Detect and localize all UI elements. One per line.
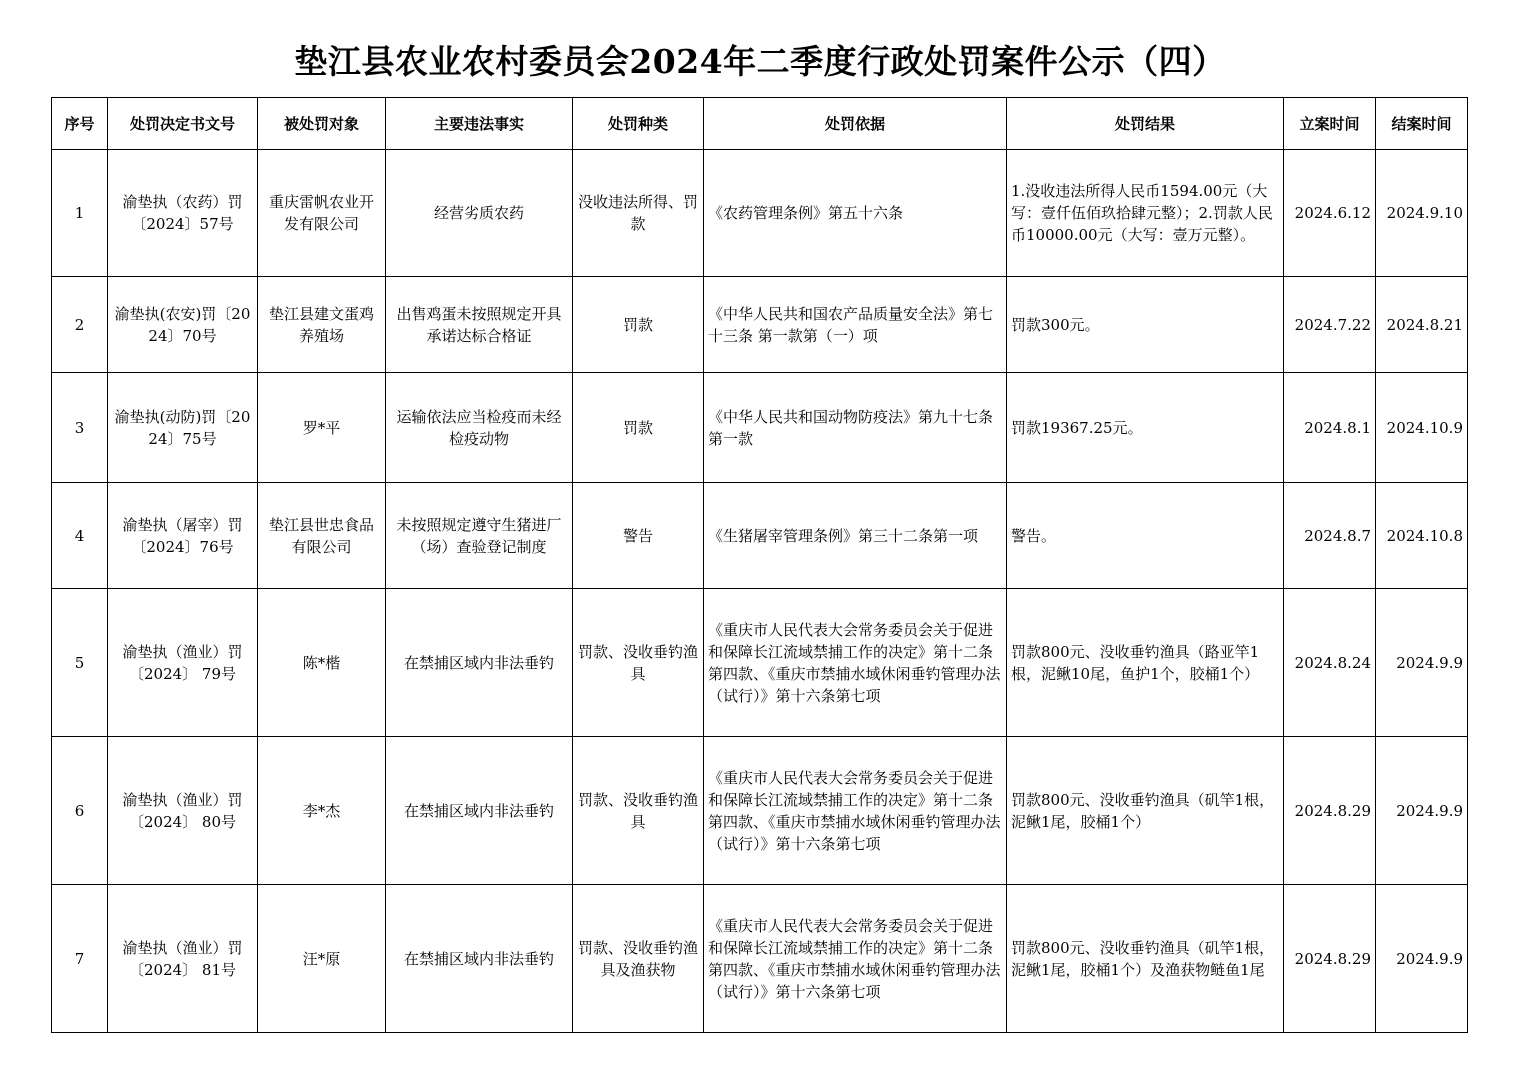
cell-fact: 在禁捕区域内非法垂钓: [386, 885, 573, 1033]
cell-fact: 在禁捕区域内非法垂钓: [386, 589, 573, 737]
header-cell-type: 处罚种类: [573, 98, 704, 150]
cell-type: 没收违法所得、罚款: [573, 150, 704, 277]
cell-filed: 2024.8.29: [1284, 885, 1376, 1033]
cell-no: 4: [52, 483, 108, 589]
cell-result: 罚款800元、没收垂钓渔具（路亚竿1根，泥鳅10尾，鱼护1个，胶桶1个）: [1007, 589, 1284, 737]
cell-fact: 运输依法应当检疫而未经检疫动物: [386, 373, 573, 483]
cell-filed: 2024.8.24: [1284, 589, 1376, 737]
cell-party: 垫江县建文蛋鸡养殖场: [258, 277, 386, 373]
table-row: [52, 373, 1468, 483]
cell-closed: 2024.9.9: [1376, 885, 1468, 1033]
cell-doc: 渝垫执(动防)罚〔2024〕75号: [108, 373, 258, 483]
header-cell-no: 序号: [52, 98, 108, 150]
cell-filed: 2024.7.22: [1284, 277, 1376, 373]
cell-closed: 2024.9.9: [1376, 737, 1468, 885]
header-cell-doc: 处罚决定书文号: [108, 98, 258, 150]
cell-no: 3: [52, 373, 108, 483]
cell-basis: 《中华人民共和国动物防疫法》第九十七条第一款: [704, 373, 1007, 483]
cell-party: 陈*楷: [258, 589, 386, 737]
cell-filed: 2024.6.12: [1284, 150, 1376, 277]
cell-no: 7: [52, 885, 108, 1033]
cell-doc: 渝垫执（渔业）罚〔2024〕 81号: [108, 885, 258, 1033]
cell-closed: 2024.9.9: [1376, 589, 1468, 737]
cell-type: 罚款、没收垂钓渔具: [573, 589, 704, 737]
penalty-table: [51, 97, 1468, 1033]
cell-basis: 《重庆市人民代表大会常务委员会关于促进和保障长江流域禁捕工作的决定》第十二条第四款、《重庆市禁捕水域休闲垂钓管理办法（试行）》第十六条第七项: [704, 589, 1007, 737]
cell-closed: 2024.10.9: [1376, 373, 1468, 483]
cell-basis: 《生猪屠宰管理条例》第三十二条第一项: [704, 483, 1007, 589]
cell-result: 罚款19367.25元。: [1007, 373, 1284, 483]
cell-type: 罚款: [573, 277, 704, 373]
cell-party: 李*杰: [258, 737, 386, 885]
cell-party: 罗*平: [258, 373, 386, 483]
cell-basis: 《重庆市人民代表大会常务委员会关于促进和保障长江流域禁捕工作的决定》第十二条第四款、《重庆市禁捕水域休闲垂钓管理办法（试行）》第十六条第七项: [704, 885, 1007, 1033]
cell-result: 罚款800元、没收垂钓渔具（矶竿1根，泥鳅1尾，胶桶1个）: [1007, 737, 1284, 885]
header-row: [52, 98, 1468, 150]
header-cell-filed: 立案时间: [1284, 98, 1376, 150]
cell-party: 垫江县世忠食品有限公司: [258, 483, 386, 589]
cell-type: 罚款: [573, 373, 704, 483]
cell-doc: 渝垫执(农安)罚〔2024〕70号: [108, 277, 258, 373]
table-row: [52, 277, 1468, 373]
cell-filed: 2024.8.7: [1284, 483, 1376, 589]
cell-no: 2: [52, 277, 108, 373]
cell-type: 罚款、没收垂钓渔具: [573, 737, 704, 885]
cell-fact: 出售鸡蛋未按照规定开具承诺达标合格证: [386, 277, 573, 373]
table-row: [52, 483, 1468, 589]
header-cell-result: 处罚结果: [1007, 98, 1284, 150]
table-row: [52, 885, 1468, 1033]
cell-party: 汪*原: [258, 885, 386, 1033]
cell-no: 6: [52, 737, 108, 885]
table-row: [52, 589, 1468, 737]
cell-doc: 渝垫执（屠宰）罚〔2024〕76号: [108, 483, 258, 589]
cell-fact: 未按照规定遵守生猪进厂（场）查验登记制度: [386, 483, 573, 589]
cell-party: 重庆雷帆农业开发有限公司: [258, 150, 386, 277]
cell-doc: 渝垫执（农药）罚〔2024〕57号: [108, 150, 258, 277]
header-cell-party: 被处罚对象: [258, 98, 386, 150]
header-cell-fact: 主要违法事实: [386, 98, 573, 150]
cell-no: 5: [52, 589, 108, 737]
cell-result: 罚款300元。: [1007, 277, 1284, 373]
table-row: [52, 150, 1468, 277]
cell-filed: 2024.8.1: [1284, 373, 1376, 483]
page-title: 垫江县农业农村委员会2024年二季度行政处罚案件公示（四）: [294, 42, 1226, 81]
table-row: [52, 737, 1468, 885]
cell-closed: 2024.9.10: [1376, 150, 1468, 277]
cell-basis: 《重庆市人民代表大会常务委员会关于促进和保障长江流域禁捕工作的决定》第十二条第四款、《重庆市禁捕水域休闲垂钓管理办法（试行）》第十六条第七项: [704, 737, 1007, 885]
cell-filed: 2024.8.29: [1284, 737, 1376, 885]
cell-result: 警告。: [1007, 483, 1284, 589]
cell-basis: 《中华人民共和国农产品质量安全法》第七十三条 第一款第（一）项: [704, 277, 1007, 373]
cell-result: 罚款800元、没收垂钓渔具（矶竿1根，泥鳅1尾，胶桶1个）及渔获物鲢鱼1尾: [1007, 885, 1284, 1033]
cell-closed: 2024.10.8: [1376, 483, 1468, 589]
cell-basis: 《农药管理条例》第五十六条: [704, 150, 1007, 277]
cell-fact: 经营劣质农药: [386, 150, 573, 277]
cell-closed: 2024.8.21: [1376, 277, 1468, 373]
cell-doc: 渝垫执（渔业）罚〔2024〕 79号: [108, 589, 258, 737]
cell-doc: 渝垫执（渔业）罚〔2024〕 80号: [108, 737, 258, 885]
header-cell-closed: 结案时间: [1376, 98, 1468, 150]
cell-no: 1: [52, 150, 108, 277]
cell-type: 罚款、没收垂钓渔具及渔获物: [573, 885, 704, 1033]
cell-type: 警告: [573, 483, 704, 589]
header-cell-basis: 处罚依据: [704, 98, 1007, 150]
cell-result: 1.没收违法所得人民币1594.00元（大写：壹仟伍佰玖拾肆元整）；2.罚款人民币10000.00元（大写：壹万元整）。: [1007, 150, 1284, 277]
cell-fact: 在禁捕区域内非法垂钓: [386, 737, 573, 885]
